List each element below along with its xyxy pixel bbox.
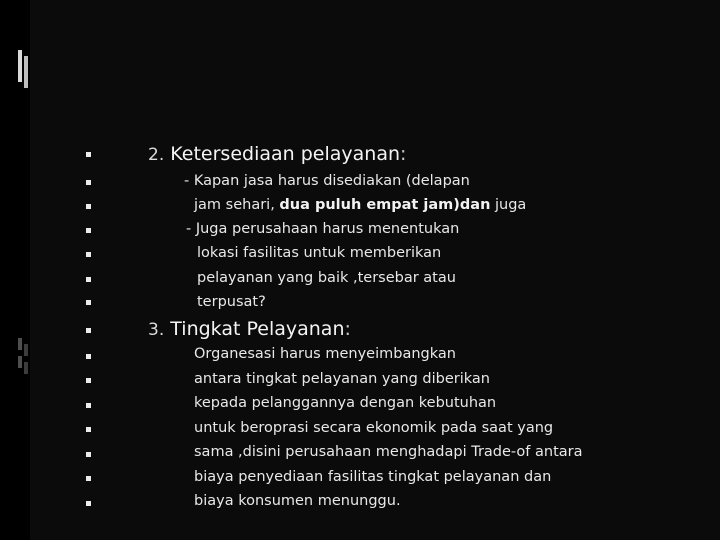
body-line: [194, 197, 526, 213]
body-line: - Kapan jasa harus disediakan (delapan: [184, 173, 470, 189]
text-run: juga: [495, 197, 527, 213]
section-colon: :: [400, 143, 407, 165]
bullet-icon: [86, 354, 91, 359]
bullet-icon: [86, 277, 91, 282]
text-run: jam sehari,: [194, 197, 275, 213]
bullet-icon: [86, 501, 91, 506]
bold-text-run: dua puluh empat jam)dan: [279, 197, 491, 213]
body-line: untuk beroprasi secara ekonomik pada saat yang: [194, 420, 554, 436]
section-number: 2.: [148, 145, 165, 165]
body-line: lokasi fasilitas untuk memberikan: [197, 245, 442, 261]
body-line: Organesasi harus menyeimbangkan: [194, 346, 456, 362]
section-heading: [148, 318, 351, 340]
bullet-icon: [86, 228, 91, 233]
bullet-icon: [86, 452, 91, 457]
body-line: terpusat?: [197, 294, 266, 310]
decorative-bar: [24, 344, 28, 356]
bullet-icon: [86, 180, 91, 185]
body-line: sama ,disini perusahaan menghadapi Trade-of antara: [194, 444, 583, 460]
bullet-icon: [86, 378, 91, 383]
decorative-bar: [18, 50, 22, 82]
decorative-bar: [18, 356, 22, 368]
body-line: kepada pelanggannya dengan kebutuhan: [194, 395, 497, 411]
bullet-icon: [86, 476, 91, 481]
section-heading: [148, 143, 406, 165]
decorative-bar: [24, 56, 28, 88]
bullet-icon: [86, 300, 91, 305]
body-line: antara tingkat pelayanan yang diberikan: [194, 371, 490, 387]
bullet-icon: [86, 204, 91, 209]
bullet-icon: [86, 328, 91, 333]
body-line: biaya konsumen menunggu.: [194, 493, 401, 509]
decorative-bar: [24, 362, 28, 374]
section-colon: :: [344, 318, 351, 340]
section-title: Ketersediaan pelayanan: [170, 143, 401, 165]
section-number: 3.: [148, 320, 165, 340]
bullet-icon: [86, 403, 91, 408]
bullet-icon: [86, 427, 91, 432]
section-title: Tingkat Pelayanan: [170, 318, 345, 340]
body-line: - Juga perusahaan harus menentukan: [186, 221, 460, 237]
body-line: biaya penyediaan fasilitas tingkat pelayanan dan: [194, 469, 552, 485]
decorative-bar: [18, 338, 22, 350]
bullet-icon: [86, 252, 91, 257]
bullet-icon: [86, 152, 91, 157]
body-line: pelayanan yang baik ,tersebar atau: [197, 270, 456, 286]
